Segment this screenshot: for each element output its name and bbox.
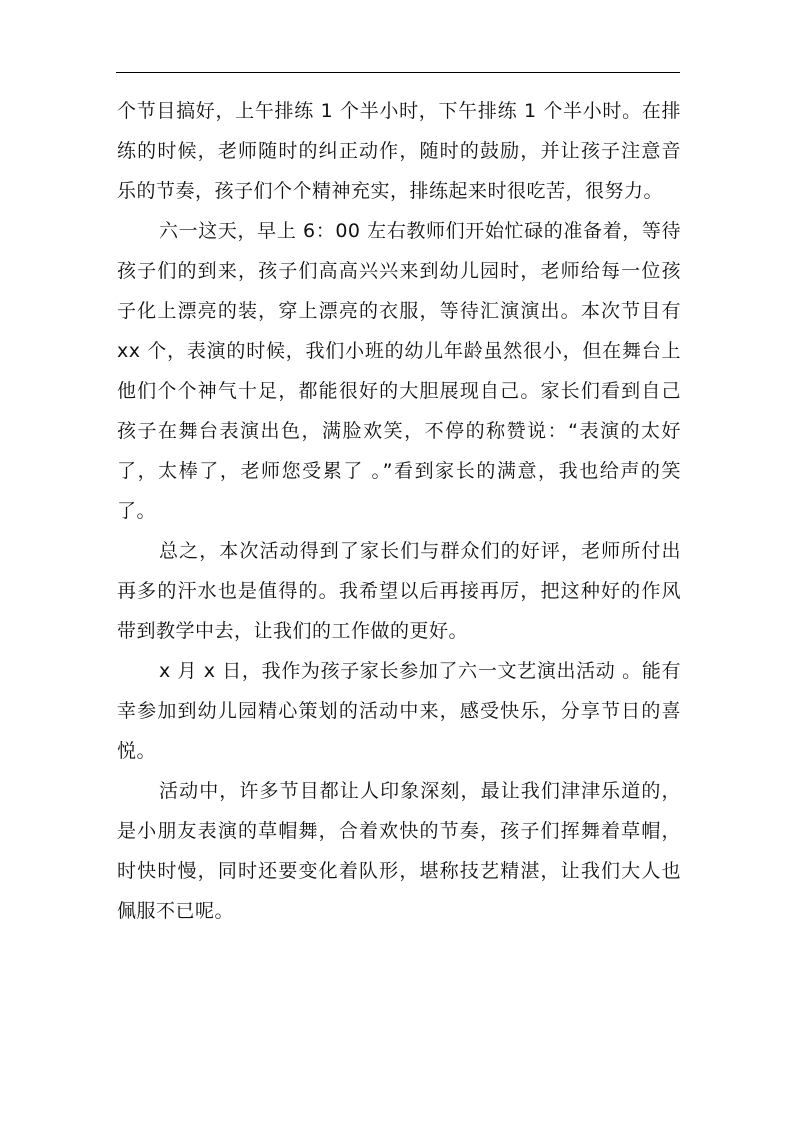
document-body [117,91,681,931]
paragraph-3: 总之，本次活动得到了家长们与群众们的好评，老师所付出再多的汗水也是值得的。我希望以后再接再厉，把这种好的作风带到教学中去，让我们的工作做的更好。 [117,540,681,642]
header-rule [116,72,680,73]
paragraph-2: 六一这天，早上 6：00 左右教师们开始忙碌的准备着，等待孩子们的到来，孩子们高高兴兴来到幼儿园时，老师给每一位孩子化上漂亮的装，穿上漂亮的衣服，等待汇演演出。本次节目有 xx 个，表演的时候，我们小班的幼儿年龄虽然很小，但在舞台上他们个个神气十足，都能很好的大胆展现自己。家长们看到自己孩子在舞台表演出色，满脸欢笑，不停的称赞说：“表演的太好了，太棒了，老师您受累了 。”看到家长的满意，我也给声的笑了。 [117,220,681,522]
paragraph-1: 个节目搞好，上午排练 1 个半小时，下午排练 1 个半小时。在排练的时候，老师随时的纠正动作，随时的鼓励，并让孩子注意音乐的节奏，孩子们个个精神充实，排练起来时很吃苦，很努力。 [117,100,681,202]
paragraph-5: 活动中，许多节目都让人印象深刻，最让我们津津乐道的，是小朋友表演的草帽舞，合着欢快的节奏，孩子们挥舞着草帽，时快时慢，同时还要变化着队形，堪称技艺精湛，让我们大人也佩服不已呢。 [117,780,681,922]
paragraph-4: x 月 x 日，我作为孩子家长参加了六一文艺演出活动 。能有幸参加到幼儿园精心策划的活动中来，感受快乐，分享节日的喜悦。 [117,660,681,762]
